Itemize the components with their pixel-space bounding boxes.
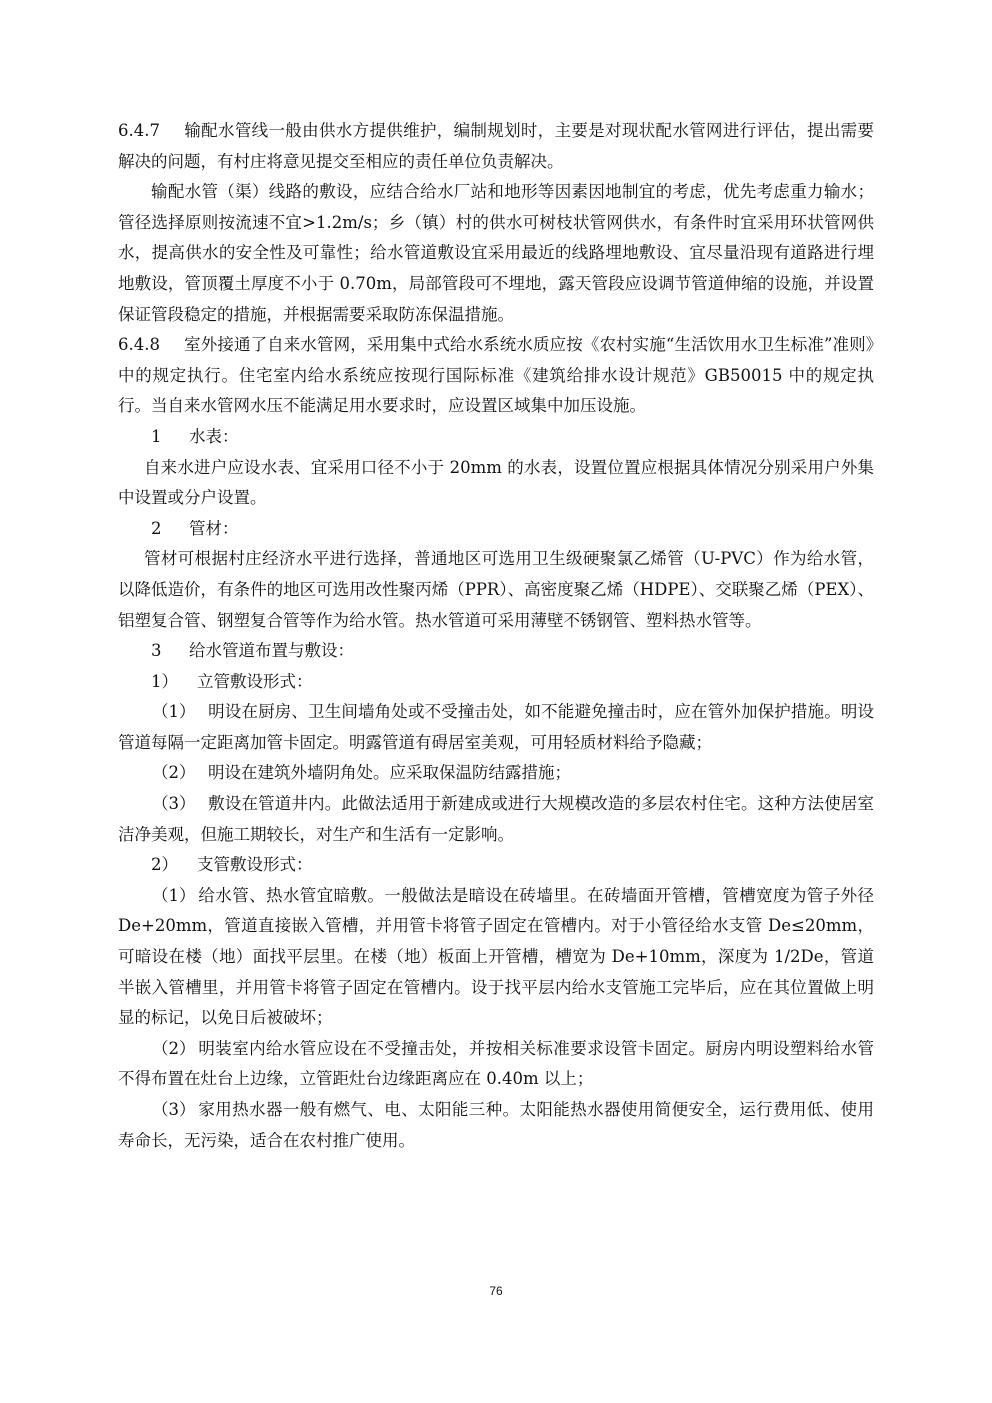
clause-6-4-8 xyxy=(118,330,874,422)
list-text: 明设在建筑外墙阴角处。应采取保温防结露措施； xyxy=(208,763,571,783)
subitem-heading-branch xyxy=(118,850,874,881)
list-item-branch-3 xyxy=(118,1095,874,1156)
list-number: （3） xyxy=(152,1100,196,1119)
list-item-branch-1 xyxy=(118,881,874,1034)
subitem-number: 2） xyxy=(151,855,178,875)
paragraph-pipeline-laying: 输配水管（渠）线路的敷设，应结合给水厂站和地形等因素因地制宜的考虑，优先考虑重力输水；管径选择原则按流速不宜>1.2m/s；乡（镇）村的供水可树枝状管网供水，有条件时宜采用环状管网供水，提高供水的安全性及可靠性；给水管道敷设宜采用最近的线路埋地敷设、宜尽量沿现有道路进行埋地敷设，管顶覆土厚度不小于 0.70m，局部管段可不埋地，露天管段应设调节管道伸缩的设施，并设置保证管段稳定的措施，并根据需要采取防冻保温措施。 xyxy=(118,182,874,324)
paragraph-pipe-material: 管材可根据村庄经济水平进行选择，普通地区可选用卫生级硬聚氯乙烯管（U-PVC）作为给水管，以降低造价，有条件的地区可选用改性聚丙烯（PPR）、高密度聚乙烯（HDPE）、交联聚乙烯（PEX）、铝塑复合管、钢塑复合管等作为给水管。热水管道可采用薄壁不锈钢管、塑料热水管等。 xyxy=(118,549,874,630)
list-number: （2） xyxy=(152,1038,196,1058)
list-text: 敷设在管道井内。此做法适用于新建成或进行大规模改造的多层农村住宅。这种方法使居室洁净美观，但施工期较长，对生产和生活有一定影响。 xyxy=(118,794,874,844)
clause-number: 6.4.8 xyxy=(118,335,160,355)
subitem-title: 支管敷设形式： xyxy=(197,855,313,875)
list-item-riser-2 xyxy=(118,758,874,789)
clause-text: 输配水管线一般由供水方提供维护，编制规划时，主要是对现状配水管网进行评估，提出需要解决的问题，有村庄将意见提交至相应的责任单位负责解决。 xyxy=(118,121,874,171)
list-number: （2） xyxy=(152,763,196,783)
list-number: （1） xyxy=(152,885,196,905)
subitem-title: 立管敷设形式： xyxy=(197,671,313,691)
item-number: 1 xyxy=(151,426,162,446)
paragraph-water-meter: 自来水进户应设水表、宜采用口径不小于 20mm 的水表，设置位置应根据具体情况分别采用户外集中设置或分户设置。 xyxy=(118,457,874,508)
list-text: 明装室内给水管应设在不受撞击处，并按相关标准要求设管卡固定。厨房内明设塑料给水管不得布置在灶台上边缘，立管距灶台边缘距离应在 0.40m 以上； xyxy=(118,1038,874,1089)
list-item-riser-3 xyxy=(118,789,874,850)
clause-number: 6.4.7 xyxy=(118,121,160,140)
list-number: （3） xyxy=(152,794,196,814)
item-number: 2 xyxy=(151,518,162,538)
list-text: 明设在厨房、卫生间墙角处或不受撞击处，如不能避免撞击时，应在管外加保护措施。明设管道每隔一定距离加管卡固定。明露管道有碍居室美观，可用轻质材料给予隐藏； xyxy=(118,702,874,752)
item-title: 水表： xyxy=(189,426,239,446)
subitem-number: 1） xyxy=(151,671,178,691)
clause-text: 室外接通了自来水管网，采用集中式给水系统水质应按《农村实施“生活饮用水卫生标准”准则》中的规定执行。住宅室内给水系统应按现行国际标准《建筑给排水设计规范》GB50015 中的规定执行。当自来水管网水压不能满足用水要求时，应设置区域集中加压设施。 xyxy=(118,335,874,416)
item-heading-pipe-material xyxy=(118,514,874,545)
list-item-riser-1 xyxy=(118,697,874,758)
item-title: 管材： xyxy=(189,518,239,538)
item-number: 3 xyxy=(151,641,162,661)
item-heading-water-meter xyxy=(118,422,874,453)
item-title: 给水管道布置与敷设： xyxy=(189,641,354,661)
page-number: 76 xyxy=(489,1284,503,1298)
document-body xyxy=(118,116,874,1156)
list-number: （1） xyxy=(152,702,196,722)
list-text: 给水管、热水管宜暗敷。一般做法是暗设在砖墙里。在砖墙面开管槽，管槽宽度为管子外径 De+20mm，管道直接嵌入管槽，并用管卡将管子固定在管槽内。对于小管径给水支管 De≤20mm，可暗设在楼（地）面找平层里。在楼（地）板面上开管槽，槽宽为 De+10mm，深度为 1/2De，管道半嵌入管槽里，并用管卡将管子固定在管槽内。设于找平层内给水支管施工完毕后，应在其位置做上明显的标记，以免日后被破坏； xyxy=(118,885,874,1028)
list-item-branch-2 xyxy=(118,1034,874,1095)
item-heading-pipe-layout xyxy=(118,636,874,667)
subitem-heading-riser xyxy=(118,667,874,698)
list-text: 家用热水器一般有燃气、电、太阳能三种。太阳能热水器使用简便安全，运行费用低、使用寿命长，无污染，适合在农村推广使用。 xyxy=(118,1100,874,1150)
clause-6-4-7 xyxy=(118,116,874,177)
